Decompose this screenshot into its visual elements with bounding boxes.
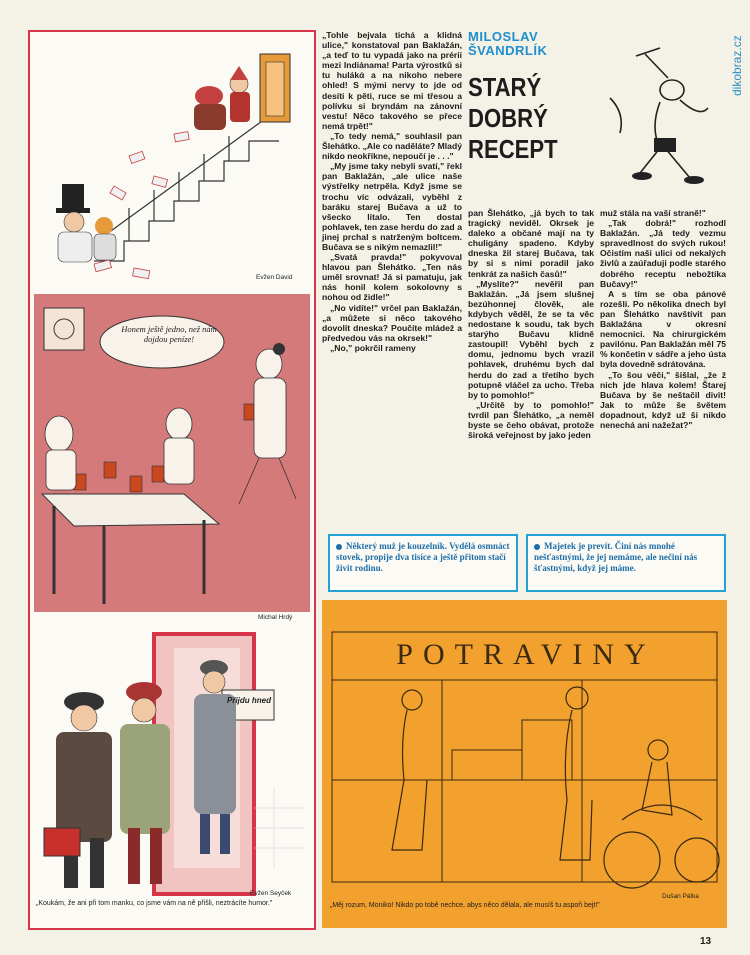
- paragraph: „No vidíte!" vrčel pan Baklažán, „a můžete si něco takového dovolit dneska? Poučíte mládež a předvedou vás na okrsek!": [322, 302, 462, 343]
- aphorism-text: Majetek je prevít. Činí nás mnohé nešťastnými, že jej nemáme, ale nečiní nás šťastnými, když jej máme.: [534, 541, 698, 573]
- cartoon4-artist: Dušan Pálka: [662, 893, 699, 900]
- article-column-3: [600, 208, 726, 430]
- cartoon2-bubble: Honem ještě jedno, než nám dojdou peníze!: [121, 324, 217, 344]
- paragraph: „My jsme taky nebyli svatí," řekl pan Baklažán, „ale ulice naše výstřelky netrpěla. Když jsme se trochu víc odvázali, vyběhl z baráku starej Bučava a už to všecko lítalo. Ten dostal pohlavek, ten zase herdu do zad a jinej prchal s natrženým boltcem. Bučava se s nikým nemazlil!": [322, 161, 462, 252]
- cartoon3-caption: „Koukám, že ani při tom manku, co jsme vám na ně přišli, neztrácíte humor.": [36, 900, 273, 907]
- paragraph: „Určitě by to pomohlo!" tvrdil pan Šlehátko, „a neměl byste se čeho obávat, protože široká veřejnost by jako jeden: [468, 399, 594, 441]
- paragraph: „No," pokrčil rameny: [330, 342, 416, 353]
- bullet-icon: [534, 544, 540, 550]
- aphorism-box-2: [526, 534, 726, 592]
- page-number: 13: [700, 936, 712, 947]
- paragraph: „To šou věči," šišlal, „že ž nich jde hlava kolem! Štarej Bučava by še neštačil divit! Jak to může še švětem dopadnout, když už ši nikdo nenechá ani nažežat?": [600, 369, 726, 430]
- cartoon2-artist: Michal Hrdý: [258, 614, 293, 621]
- cartoon-staircase: [34, 36, 310, 286]
- paragraph: „Myslíte?" nevěřil pan Baklažán. „Já jsem slušnej bezúhonnej člověk, ale kdybych věděl, že se ta věc nedostane k soudu, tak bych starýho Bučavu klidně zastoupil! Vyběhl bych z domu, jednomu bych vrazil pohlavek, druhému bych dal herdu do zad a třetího bych potupně vláčel za ucho. Třeba by to pomohlo!": [468, 278, 594, 400]
- aphorism-text: Některý muž je kouzelník. Vydělá osmnáct stovek, propije dva tisíce a ještě přitom stačí živit rodinu.: [336, 541, 510, 573]
- paragraph: pan Šlehátko, „já bych to tak tragický neviděl. Okrsek je daleko a občané mají na ty chuligány spadeno. Kdyby dneska žil starej Bučava, tak by si s nimi poradil jako tenkrát za našich časů!": [468, 208, 594, 279]
- article-column-2: [468, 208, 594, 440]
- shop-sign: POTRAVINY: [396, 638, 656, 671]
- door-sign: Přijdu hned: [227, 696, 271, 705]
- paragraph: A s tím se oba pánové rozešli. Po několika dnech byl pan Šlehátko navštívit pan Baklažána v okresní nemocnici. Na chirurgickém pavilónu. Pan Baklažán měl 75 % končetin v sádře a jeho ústa byla dovedně sdrátována.: [600, 288, 726, 370]
- author-first-name: MILOSLAV: [468, 29, 539, 44]
- cartoon-column: [28, 30, 316, 930]
- title-line: STARÝ: [468, 72, 542, 102]
- cartoon4-caption: „Měj rozum, Moniko! Nikdo po tobě nechce, abys něco dělala, ale musíš tu aspoň bejt!": [330, 902, 600, 909]
- cartoon-shop-door: [34, 628, 310, 913]
- cartoon3-artist: Evžen Seyček: [250, 890, 292, 897]
- runner-illustration: [590, 38, 718, 188]
- watermark: [727, 8, 747, 98]
- title-line: RECEPT: [468, 134, 558, 164]
- paragraph: „Svatá pravda!" pokyvoval hlavou pan Šlehátko. „Ten nás uměl srovnat! Já si pamatuju, jak nás honil kolem sokolovny s nohou od židle!": [322, 252, 462, 303]
- paragraph: muž stála na vaší straně!": [600, 208, 706, 218]
- cartoon-grocery: [322, 600, 727, 928]
- author-last-name: ŠVANDRLÍK: [468, 43, 548, 58]
- cartoon1-artist: Evžen David: [256, 274, 293, 281]
- article-title: [468, 72, 558, 165]
- paragraph: „To tedy nemá," souhlasil pan Šlehátko. „Ale co naděláte? Mladý nikdo neokřikne, nepoučí je . . .": [322, 130, 462, 162]
- title-line: DOBRÝ: [468, 103, 548, 133]
- article-author: [468, 30, 547, 58]
- article-column-1: [322, 30, 462, 353]
- paragraph: „Tohle bejvala tichá a klidná ulice," konstatoval pan Baklažán, „a teď to tu vypadá jako na prérii mezi Indiánama! Parta výrostků si tu hulákά a na nikoho nebere ohled! S mými nervy to jde od desíti k pěti, ruce se mi třesou a polívku si bryndám na zánovní vestu! Něco takového se přece nemá trpět!": [322, 30, 462, 131]
- paragraph: „Tak dobrá!" rozhodl Baklažán. „Já tedy vezmu spravedlnost do svých rukou! Očistím naši ulici od nekalých živlů a zaúřaduji podle starého dobrého receptu nebožtíka Bučavy!": [600, 218, 726, 289]
- bullet-icon: [336, 544, 342, 550]
- watermark-text: dikobraz.cz: [730, 35, 744, 96]
- aphorism-box-1: [328, 534, 518, 592]
